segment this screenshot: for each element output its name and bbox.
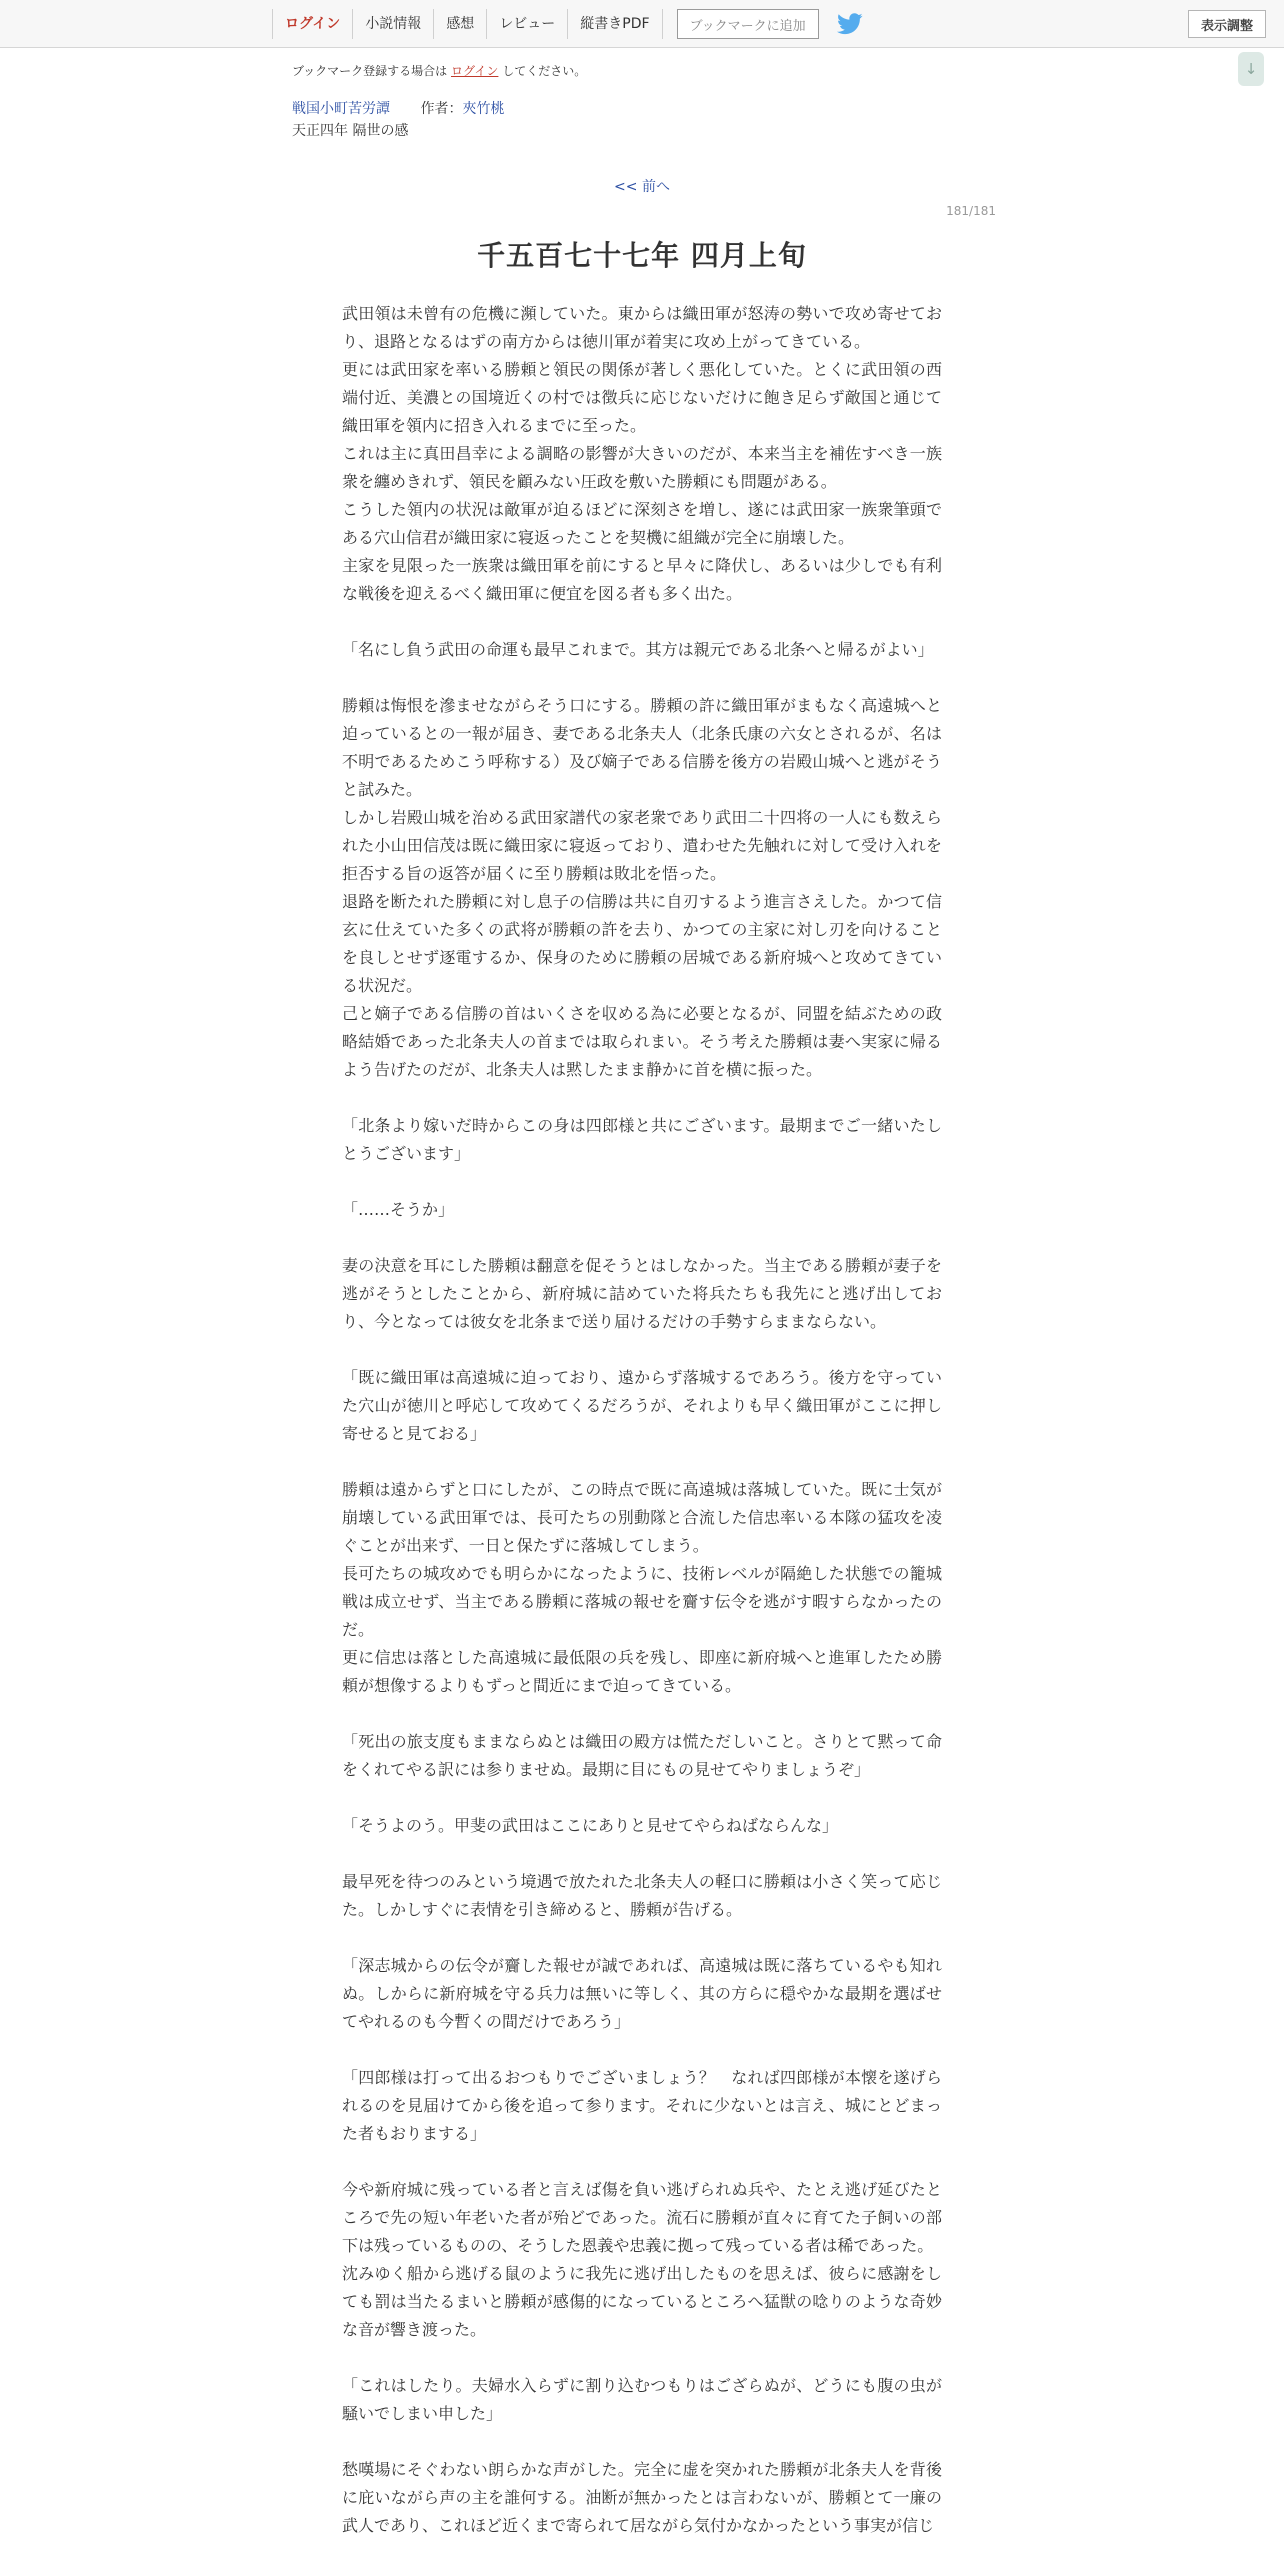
page-counter: 181/181: [946, 204, 996, 218]
body-paragraph: 「深志城からの伝令が齎した報せが誠であれば、高遠城は既に落ちているやも知れぬ。しからに新府城を守る兵力は無いに等しく、其の方らに穏やかな最期を選ばせてやれるのも今暫くの間だけであろう」: [342, 1956, 942, 2031]
body-paragraph: 「死出の旅支度もままならぬとは織田の殿方は慌ただしいこと。さりとて黙って命をくれてやる訳には参りませぬ。最期に目にもの見せてやりましょうぞ」: [342, 1732, 942, 1779]
twitter-icon[interactable]: [837, 13, 863, 35]
body-paragraph: しかし岩殿山城を治める武田家譜代の家老衆であり武田二十四将の一人にも数えられた小山田信茂は既に織田家に寝返っており、遣わせた先触れに対して受け入れを拒否する旨の返答が届くに至り勝頼は敗北を悟った。: [342, 808, 942, 883]
body-paragraph: 愁嘆場にそぐわない朗らかな声がした。完全に虚を突かれた勝頼が北条夫人を背後に庇いながら声の主を誰何する。油断が無かったとは言わないが、勝頼とて一廉の武人であり、これほど近くまで寄られて居ながら気付かなかったという事実が信じ: [342, 2460, 942, 2535]
work-info: [292, 98, 504, 118]
body-paragraph: 武田領は未曾有の危機に瀕していた。東からは織田軍が怒涛の勢いで攻め寄せており、退路となるはずの南方からは徳川軍が着実に攻め上がってきている。: [342, 304, 942, 351]
nav-vertical-pdf-link[interactable]: 縦書きPDF: [568, 9, 662, 39]
episode-subtitle: 千五百七十七年 四月上旬: [477, 239, 807, 272]
body-paragraph: 「これはしたり。夫婦水入らずに割り込むつもりはござらぬが、どうにも腹の虫が騒いでしまい申した」: [342, 2376, 942, 2423]
body-paragraph: 「四郎様は打って出るおつもりでございましょう？ なれば四郎様が本懐を遂げられるのを見届けてから後を追って参ります。それに少ないとは言え、城にとどまった者もおりまする」: [342, 2068, 942, 2143]
body-paragraph: 沈みゆく船から逃げる鼠のように我先に逃げ出したものを思えば、彼らに感謝をしても罰は当たるまいと勝頼が感傷的になっているところへ猛獣の唸りのような奇妙な音が響き渡った。: [342, 2264, 942, 2339]
body-paragraph: 今や新府城に残っている者と言えば傷を負い逃げられぬ兵や、たとえ逃げ延びたところで先の短い年老いた者が殆どであった。流石に勝頼が直々に育てた子飼いの部下は残っているものの、そうした恩義や忠義に拠って残っている者は稀であった。: [342, 2180, 942, 2255]
body-paragraph: 更には武田家を率いる勝頼と領民の関係が著しく悪化していた。とくに武田領の西端付近、美濃との国境近くの村では徴兵に応じないだけに飽き足らず敵国と通じて織田軍を領内に招き入れるまでに至った。: [342, 360, 942, 435]
body-paragraph: 「既に織田軍は高遠城に迫っており、遠からず落城するであろう。後方を守っていた穴山が徳川と呼応して攻めてくるだろうが、それよりも早く織田軍がここに押し寄せると見ておる」: [342, 1368, 942, 1443]
body-paragraph: 更に信忠は落とした高遠城に最低限の兵を残し、即座に新府城へと進軍したため勝頼が想像するよりもずっと間近にまで迫ってきている。: [342, 1648, 942, 1695]
nav-login-link[interactable]: ログイン: [272, 9, 353, 39]
body-paragraph: 勝頼は悔恨を滲ませながらそう口にする。勝頼の許に織田軍がまもなく高遠城へと迫っているとの一報が届き、妻である北条夫人（北条氏康の六女とされるが、名は不明であるためこう呼称する）及び嫡子である信勝を後方の岩殿山城へと逃がそうと試みた。: [342, 696, 942, 799]
body-paragraph: 最早死を待つのみという境遇で放たれた北条夫人の軽口に勝頼は小さく笑って応じた。しかしすぐに表情を引き締めると、勝頼が告げる。: [342, 1872, 942, 1919]
nav-novel-info-link[interactable]: 小説情報: [353, 9, 434, 39]
bookmark-login-link[interactable]: ログイン: [451, 64, 499, 78]
previous-page-link[interactable]: << 前へ: [614, 179, 670, 195]
body-paragraph: こうした領内の状況は敵軍が迫るほどに深刻さを増し、遂には武田家一族衆筆頭である穴山信君が織田家に寝返ったことを契機に組織が完全に崩壊した。: [342, 500, 942, 547]
body-paragraph: 「そうよのう。甲斐の武田はここにありと見せてやらねばならんな」: [342, 1816, 839, 1835]
body-paragraph: 「北条より嫁いだ時からこの身は四郎様と共にございます。最期までご一緒いたしとうございます」: [342, 1116, 942, 1163]
nav-review-link[interactable]: レビュー: [487, 9, 568, 39]
top-navigation-bar: [0, 0, 1284, 48]
author-label: 作者：: [420, 101, 463, 117]
nav-menu: [272, 0, 863, 48]
bookmark-notice-text: ブックマーク登録する場合は: [292, 64, 448, 78]
add-bookmark-button[interactable]: ブックマークに追加: [677, 9, 819, 39]
bookmark-notice-text-end: してください。: [502, 64, 587, 78]
body-paragraph: これは主に真田昌幸による調略の影響が大きいのだが、本来当主を補佐すべき一族衆を纏めきれず、領民を顧みない圧政を敷いた勝頼にも問題がある。: [342, 444, 942, 491]
body-paragraph: 長可たちの城攻めでも明らかになったように、技術レベルが隔絶した状態での籠城戦は成立せず、当主である勝頼に落城の報せを齎す伝令を逃がす暇すらなかったのだ。: [342, 1564, 942, 1639]
body-paragraph: 勝頼は遠からずと口にしたが、この時点で既に高遠城は落城していた。既に士気が崩壊している武田軍では、長可たちの別動隊と合流した信忠率いる本隊の猛攻を凌ぐことが出来ず、一日と保たずに落城してしまう。: [342, 1480, 942, 1555]
chapter-title: 天正四年 隔世の感: [292, 123, 409, 139]
scroll-down-button[interactable]: ↓: [1238, 52, 1264, 86]
body-paragraph: 主家を見限った一族衆は織田軍を前にすると早々に降伏し、あるいは少しでも有利な戦後を迎えるべく織田軍に便宜を図る者も多く出た。: [342, 556, 942, 603]
author-link[interactable]: 夾竹桃: [462, 101, 505, 117]
bookmark-notice: [292, 62, 586, 79]
body-paragraph: 「……そうか」: [342, 1200, 455, 1219]
body-paragraph: 妻の決意を耳にした勝頼は翻意を促そうとはしなかった。当主である勝頼が妻子を逃がそうとしたことから、新府城に詰めていた将兵たちも我先にと逃げ出しており、今となっては彼女を北条まで送り届けるだけの手勢すらままならない。: [342, 1256, 942, 1331]
nav-impressions-link[interactable]: 感想: [434, 9, 487, 39]
body-paragraph: 己と嫡子である信勝の首はいくさを収める為に必要となるが、同盟を結ぶための政略結婚であった北条夫人の首までは取られまい。そう考えた勝頼は妻へ実家に帰るよう告げたのだが、北条夫人は黙したまま静かに首を横に振った。: [342, 1004, 942, 1079]
novel-body: [342, 300, 942, 2540]
work-title-link[interactable]: 戦国小町苦労譚: [292, 101, 390, 117]
body-paragraph: 退路を断たれた勝頼に対し息子の信勝は共に自刃するよう進言さえした。かつて信玄に仕えていた多くの武将が勝頼の許を去り、かつての主家に対し刃を向けることを良しとせず逐電するか、保身のために勝頼の居城である新府城へと攻めてきている状況だ。: [342, 892, 942, 995]
body-paragraph: 「名にし負う武田の命運も最早これまで。其方は親元である北条へと帰るがよい」: [342, 640, 934, 659]
display-settings-button[interactable]: 表示調整: [1188, 10, 1266, 38]
